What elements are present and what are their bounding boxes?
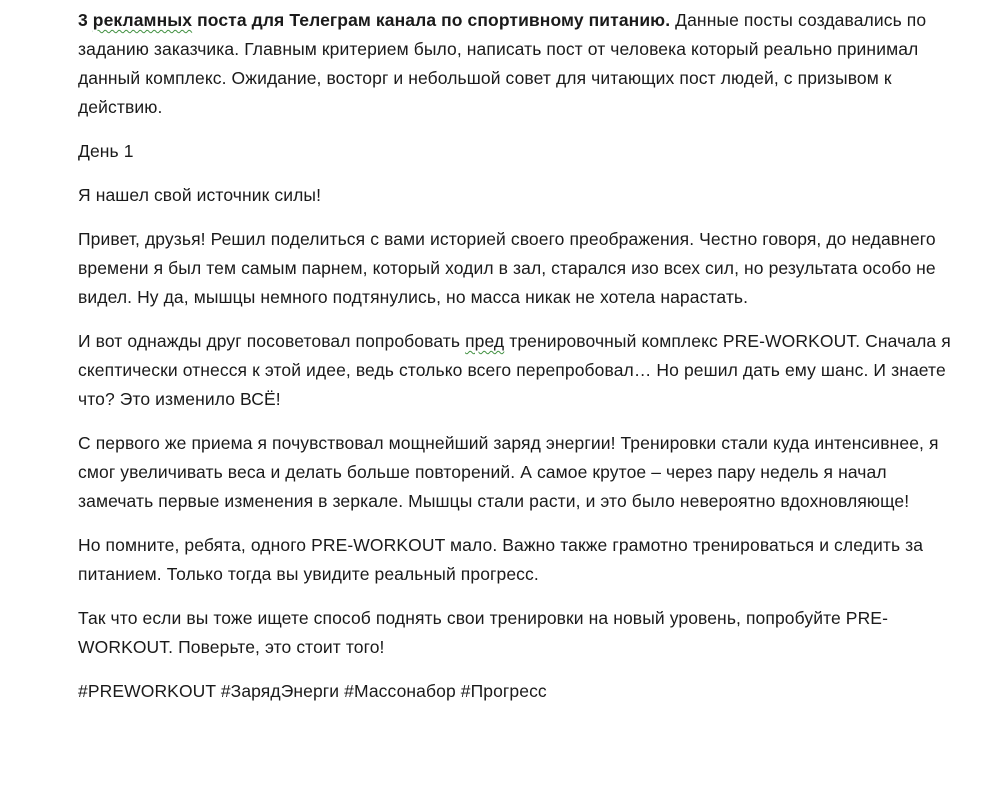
post-paragraph-3: С первого же приема я почувствовал мощнейший заряд энергии! Тренировки стали куда интенсивнее, я смог увеличивать веса и делать больше повторений. А самое крутое – через пару недель я начал замечать первые изменения в зеркале. Мышцы стали расти, и это было невероятно вдохновляюще! (78, 433, 939, 511)
intro-bold-rest: поста для Телеграм канала по спортивному питанию. (192, 10, 671, 30)
post-paragraph-2 (78, 327, 958, 414)
hashtags: #PREWORKOUT #ЗарядЭнерги #Массонабор #Прогресс (78, 681, 547, 701)
p2-after: тренировочный комплекс PRE-WORKOUT. Сначала я скептически отнесся к этой идее, ведь столько всего перепробовал… Но решил дать ему шанс. И знаете что? Это изменило ВСЁ! (78, 331, 951, 409)
intro-bold-prefix: 3 (78, 10, 93, 30)
day-label: День 1 (78, 141, 134, 161)
p2-before: И вот однажды друг посоветовал попробовать (78, 331, 466, 351)
intro-bold-title (78, 10, 670, 30)
spellcheck-word: рекламных (92, 10, 193, 30)
post-paragraph-5: Так что если вы тоже ищете способ поднять свои тренировки на новый уровень, попробуйте PRE-WORKOUT. Поверьте, это стоит того! (78, 608, 889, 657)
post-paragraph-4: Но помните, ребята, одного PRE-WORKOUT мало. Важно также грамотно тренироваться и следить за питанием. Только тогда вы увидите реальный прогресс. (78, 535, 924, 584)
intro-paragraph (78, 6, 958, 122)
intro-text: Данные посты создавались по заданию заказчика. Главным критерием было, написать пост от человека который реально принимал данный комплекс. Ожидание, восторг и небольшой совет для читающих пост людей, с призывом к действию. (78, 10, 927, 117)
document-page (78, 6, 958, 721)
post-headline: Я нашел свой источник силы! (78, 185, 322, 205)
spellcheck-word: пред (465, 331, 505, 351)
post-paragraph-1: Привет, друзья! Решил поделиться с вами историей своего преображения. Честно говоря, до недавнего времени я был тем самым парнем, который ходил в зал, старался изо всех сил, но результата особо не видел. Ну да, мышцы немного подтянулись, но масса никак не хотела нарастать. (78, 229, 936, 307)
